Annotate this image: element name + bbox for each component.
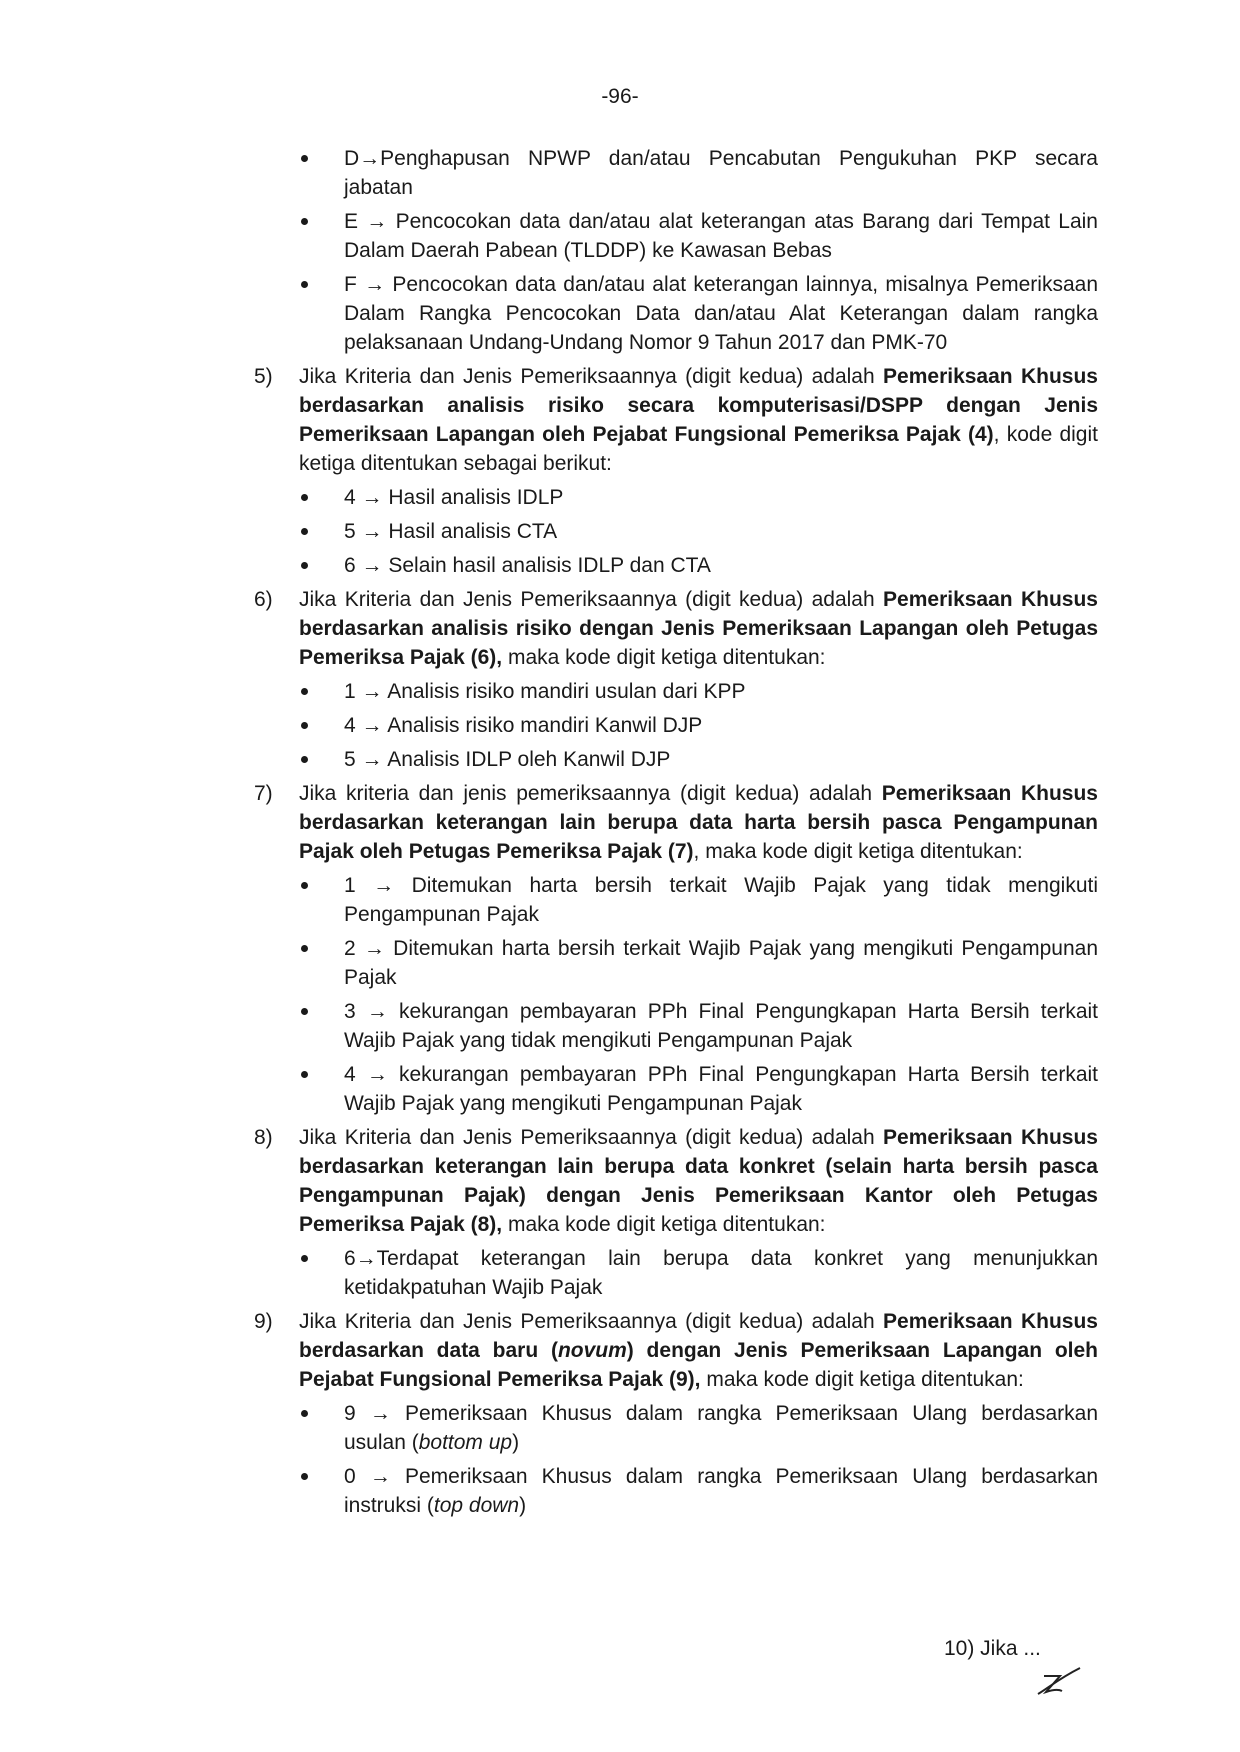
list-item-text: 4 → Hasil analisis IDLP (344, 486, 564, 509)
bullet-icon (301, 562, 308, 569)
paragraph-text: maka kode digit ketiga ditentukan: (700, 1368, 1024, 1391)
paragraph-text: Jika Kriteria dan Jenis Pemeriksaannya (digit kedua) adalah (299, 365, 884, 388)
list-item-text: E → Pencocokan data dan/atau alat keterangan atas Barang dari Tempat Lain Dalam Daerah Pabean (TLDDP) ke Kawasan Bebas (344, 210, 1098, 262)
list-item (254, 1244, 1098, 1302)
list-item (254, 1060, 1098, 1118)
list-item (254, 1399, 1098, 1457)
item-number: 7) (254, 782, 273, 805)
list-item (254, 517, 1098, 546)
bullet-icon (301, 1410, 308, 1417)
paragraph-text: Jika Kriteria dan Jenis Pemeriksaannya (digit kedua) adalah (299, 1310, 884, 1333)
numbered-paragraph-7 (254, 779, 1098, 866)
list-item-text: 6→Terdapat keterangan lain berupa data konkret yang menunjukkan ketidakpatuhan Wajib Pajak (344, 1247, 1098, 1299)
list-item-italic-text: top down (433, 1494, 520, 1517)
document-body (254, 144, 1098, 1525)
list-item (254, 483, 1098, 512)
paragraph-text: maka kode digit ketiga ditentukan: (502, 646, 826, 669)
list-item-text: 2 → Ditemukan harta bersih terkait Wajib Pajak yang mengikuti Pengampunan Pajak (344, 937, 1098, 989)
page-number: -96- (601, 85, 639, 108)
paragraph-text: Jika kriteria dan jenis pemeriksaannya (digit kedua) adalah (299, 782, 882, 805)
bullet-icon (301, 281, 308, 288)
list-item-text: 6 → Selain hasil analisis IDLP dan CTA (344, 554, 711, 577)
list-item-text: F → Pencocokan data dan/atau alat keterangan lainnya, misalnya Pemeriksaan Dalam Rangka Pencocokan Data dan/atau Alat Keterangan dalam rangka pelaksanaan Undang-Undang Nomor 9 Tahun 2017 dan PMK-70 (344, 273, 1098, 354)
paragraph-text: , maka kode digit ketiga ditentukan: (693, 840, 1023, 863)
list-item (254, 677, 1098, 706)
paragraph-bold-text: ) dengan Jenis Pemeriksaan Lapangan oleh Pejabat Fungsional Pemeriksa Pajak (9), (299, 1339, 1098, 1391)
continuation-reference: 10) Jika ... (944, 1637, 1041, 1660)
paragraph-text: Jika Kriteria dan Jenis Pemeriksaannya (digit kedua) adalah (299, 1126, 884, 1149)
list-item-text: 4 → Analisis risiko mandiri Kanwil DJP (344, 714, 703, 737)
list-item (254, 997, 1098, 1055)
list-item (254, 144, 1098, 202)
numbered-paragraph-8 (254, 1123, 1098, 1239)
bullet-icon (301, 1255, 308, 1262)
bullet-icon (301, 945, 308, 952)
bullet-icon (301, 756, 308, 763)
bullet-icon (301, 528, 308, 535)
bullet-icon (301, 882, 308, 889)
list-item (254, 711, 1098, 740)
paragraph-bold-text: Pemeriksaan Khusus berdasarkan analisis risiko dengan Jenis Pemeriksaan Lapangan oleh Petugas Pemeriksa Pajak (6), (299, 588, 1098, 669)
list-item (254, 207, 1098, 265)
paragraph-bold-text: Pemeriksaan Khusus berdasarkan keterangan lain berupa data harta bersih pasca Pengampunan Pajak oleh Petugas Pemeriksa Pajak (7) (299, 782, 1098, 863)
item-number: 8) (254, 1126, 273, 1149)
item-number: 6) (254, 588, 273, 611)
bullet-icon (301, 722, 308, 729)
bullet-icon (301, 1473, 308, 1480)
item-number: 5) (254, 365, 273, 388)
list-item-text: ) (519, 1494, 527, 1517)
paragraph-bold-text: Pemeriksaan Khusus berdasarkan analisis risiko secara komputerisasi/DSPP dengan Jenis Pemeriksaan Lapangan oleh Pejabat Fungsional Pemeriksa Pajak (4) (299, 365, 1098, 446)
bullet-icon (301, 688, 308, 695)
paragraph-text: maka kode digit ketiga ditentukan: (502, 1213, 826, 1236)
list-item-text: 9 → Pemeriksaan Khusus dalam rangka Pemeriksaan Ulang berdasarkan usulan ( (344, 1402, 1098, 1454)
list-item (254, 551, 1098, 580)
list-item (254, 1462, 1098, 1520)
list-item-text: D→Penghapusan NPWP dan/atau Pencabutan Pengukuhan PKP secara jabatan (344, 147, 1098, 199)
list-item-text: ) (512, 1431, 520, 1454)
bullet-icon (301, 1008, 308, 1015)
list-item-text: 0 → Pemeriksaan Khusus dalam rangka Pemeriksaan Ulang berdasarkan instruksi ( (344, 1465, 1098, 1517)
paragraph-bold-italic-text: novum (557, 1339, 627, 1362)
list-item-text: 1 → Analisis risiko mandiri usulan dari KPP (344, 680, 746, 703)
list-item (254, 934, 1098, 992)
list-item-text: 1 → Ditemukan harta bersih terkait Wajib Pajak yang tidak mengikuti Pengampunan Pajak (344, 874, 1098, 926)
numbered-paragraph-9 (254, 1307, 1098, 1394)
paragraph-text: , kode digit ketiga ditentukan sebagai berikut: (299, 423, 1098, 475)
bullet-icon (301, 494, 308, 501)
list-item (254, 270, 1098, 357)
list-item-text: 4 → kekurangan pembayaran PPh Final Pengungkapan Harta Bersih terkait Wajib Pajak yang mengikuti Pengampunan Pajak (344, 1063, 1098, 1115)
numbered-paragraph-5 (254, 362, 1098, 478)
list-item (254, 745, 1098, 774)
paragraph-bold-text: Pemeriksaan Khusus berdasarkan data baru ( (299, 1310, 1098, 1362)
list-item-italic-text: bottom up (418, 1431, 513, 1454)
paragraph-bold-text: Pemeriksaan Khusus berdasarkan keterangan lain berupa data konkret (selain harta bersih pasca Pengampunan Pajak) dengan Jenis Pemeriksaan Kantor oleh Petugas Pemeriksa Pajak (8), (299, 1126, 1098, 1236)
bullet-icon (301, 155, 308, 162)
list-item (254, 871, 1098, 929)
list-item-text: 5 → Analisis IDLP oleh Kanwil DJP (344, 748, 671, 771)
bullet-icon (301, 1071, 308, 1078)
list-item-text: 3 → kekurangan pembayaran PPh Final Pengungkapan Harta Bersih terkait Wajib Pajak yang tidak mengikuti Pengampunan Pajak (344, 1000, 1098, 1052)
bullet-icon (301, 218, 308, 225)
list-item-text: 5 → Hasil analisis CTA (344, 520, 558, 543)
numbered-paragraph-6 (254, 585, 1098, 672)
item-number: 9) (254, 1310, 273, 1333)
paragraph-text: Jika Kriteria dan Jenis Pemeriksaannya (digit kedua) adalah (299, 588, 884, 611)
initials-mark-icon (1030, 1664, 1090, 1704)
